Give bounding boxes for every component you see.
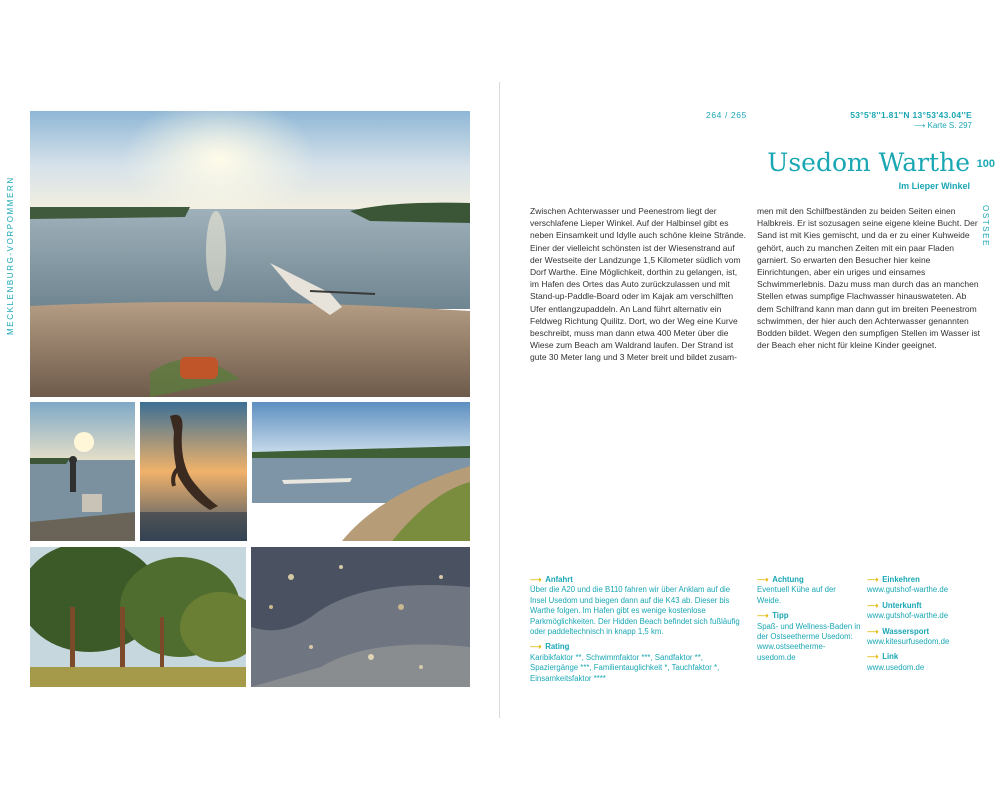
info-einkehren <box>867 575 982 596</box>
info-link-block <box>867 652 982 673</box>
info-link[interactable]: www.gutshof-warthe.de <box>867 585 949 595</box>
photo-driftwood-sunset <box>140 402 247 541</box>
info-text: Über die A20 und die B110 fahren wir über Anklam auf die Insel Usedom und biegen dann auf die K43 ab. Dieser bis Warthe folgen. Im Hafen gibt es wenige kostenlose Parkmöglichkeiten. Der Hidden Beach befindet sich fußläufig oder paddeltechnisch in knapp 1,5 km. <box>530 585 740 637</box>
arrow-icon: ⟶ <box>867 626 879 636</box>
photo-beach-kayak-meadow <box>252 402 470 541</box>
region-tab: MECKLENBURG-VORPOMMERN <box>6 176 15 335</box>
book-spine <box>499 82 500 718</box>
photo-beach-sunset-kayak <box>30 111 470 397</box>
arrow-icon: ⟶ <box>867 652 879 662</box>
body-column-2: men mit den Schilfbeständen zu beiden Seiten einen Halbkreis. Er ist sozusagen seine eigene kleine Bucht. Der Sand ist mit Kies gemischt, und da er zu einer Kuhweide gehört, auch zu manchen Zeiten mit ein paar Fladen garniert. So erwarten den Besucher hier keine Einrichtungen, aber ein uriges und einsames Schwimmerlebnis. Dazu muss man durch das an manchen Stellen etwas sumpfige Flachwasser hinauswateten. Ab dem Schilfrand kann man dann gut im breiten Peenestrom schwimmen, der hier auch den Achterwasser genannten Bodden bildet. Wegen den sumpfigen Stellen im Wasser ist der Beach eher nicht für kleine Kinder geeignet. <box>757 206 981 351</box>
entry-number: 100 <box>976 158 995 170</box>
arrow-icon: ⟶ <box>867 575 879 584</box>
section-tab: OSTSEE <box>981 205 990 248</box>
info-link[interactable]: www.usedom.de <box>867 662 925 672</box>
info-rating <box>530 642 745 684</box>
arrow-icon: ⟶ <box>757 575 769 584</box>
info-label: Wassersport <box>882 626 930 636</box>
page-numbers: 264 / 265 <box>706 110 747 120</box>
info-link[interactable]: www.kitesurfusedom.de <box>867 637 950 647</box>
info-label: Link <box>882 652 899 662</box>
photo-pebbles-shells <box>251 547 470 687</box>
info-label: Unterkunft <box>882 600 922 610</box>
arrow-icon: ⟶ <box>530 642 542 652</box>
info-text: Eventuell Kühe auf der Weide. <box>757 585 836 605</box>
entry-title: Usedom Warthe <box>767 148 970 177</box>
arrow-icon: ⟶ <box>913 121 926 130</box>
info-label: Achtung <box>772 575 804 584</box>
body-column-1: Zwischen Achterwasser und Peenestrom liegt der verschlafene Lieper Winkel. Auf der Halbinsel gibt es neben Einsamkeit und Idylle auch schöne kleine Strände. Einer der vielleicht schönsten ist der Wiesenstrand auf der Westseite der Landzunge 1,5 Kilometer südlich vom Dorf Warthe. Eine Möglichkeit, dorthin zu gelangen, ist, im Hafen des Ortes das Auto zurückzulassen und mit Stand-up-Paddle-Board oder im Kajak am verschilften Ufer entlangzupaddeln. An Land führt alternativ ein Feldweg Richtung Quilitz. Dort, wo der Weg eine Kurve beschreibt, muss man dann etwa 400 Meter über die Wiese zum Beach am Waldrand laufen. Der Strand ist gute 30 Meter lang und 3 Meter breit und bildet zusam- <box>530 206 746 363</box>
info-column-right <box>867 575 982 678</box>
gps-coordinates: 53°5'8''1.81''N 13°53'43.04''E <box>850 110 972 120</box>
info-label: Rating <box>545 642 570 652</box>
arrow-icon: ⟶ <box>530 575 542 584</box>
arrow-icon: ⟶ <box>867 600 879 610</box>
info-column-middle <box>757 575 862 668</box>
info-label: Einkehren <box>882 575 920 584</box>
info-label: Anfahrt <box>545 575 573 584</box>
arrow-icon: ⟶ <box>757 611 769 621</box>
info-link[interactable]: www.gutshof-warthe.de <box>867 611 949 621</box>
photo-person-paddleboard <box>30 402 135 541</box>
info-wassersport <box>867 627 982 648</box>
info-text: Karibikfaktor **, Schwimmfaktor ***, Sandfaktor **, Spaziergänge ***, Familientauglichkeit *, Tauchfaktor *, Einsamkeitsfaktor **** <box>530 652 720 683</box>
photo-pine-forest <box>30 547 246 687</box>
info-unterkunft <box>867 601 982 622</box>
info-achtung <box>757 575 862 606</box>
entry-subtitle: Im Lieper Winkel <box>898 181 970 191</box>
info-text: Spaß- und Wellness-Baden in der Ostseetherme Usedom: www.ostseetherme-usedom.de <box>757 621 861 662</box>
info-tipp <box>757 611 862 663</box>
map-reference <box>914 121 972 130</box>
map-reference-text: Karte S. 297 <box>927 121 972 130</box>
info-column-left <box>530 575 745 689</box>
info-label: Tipp <box>772 611 789 621</box>
info-anfahrt <box>530 575 745 637</box>
